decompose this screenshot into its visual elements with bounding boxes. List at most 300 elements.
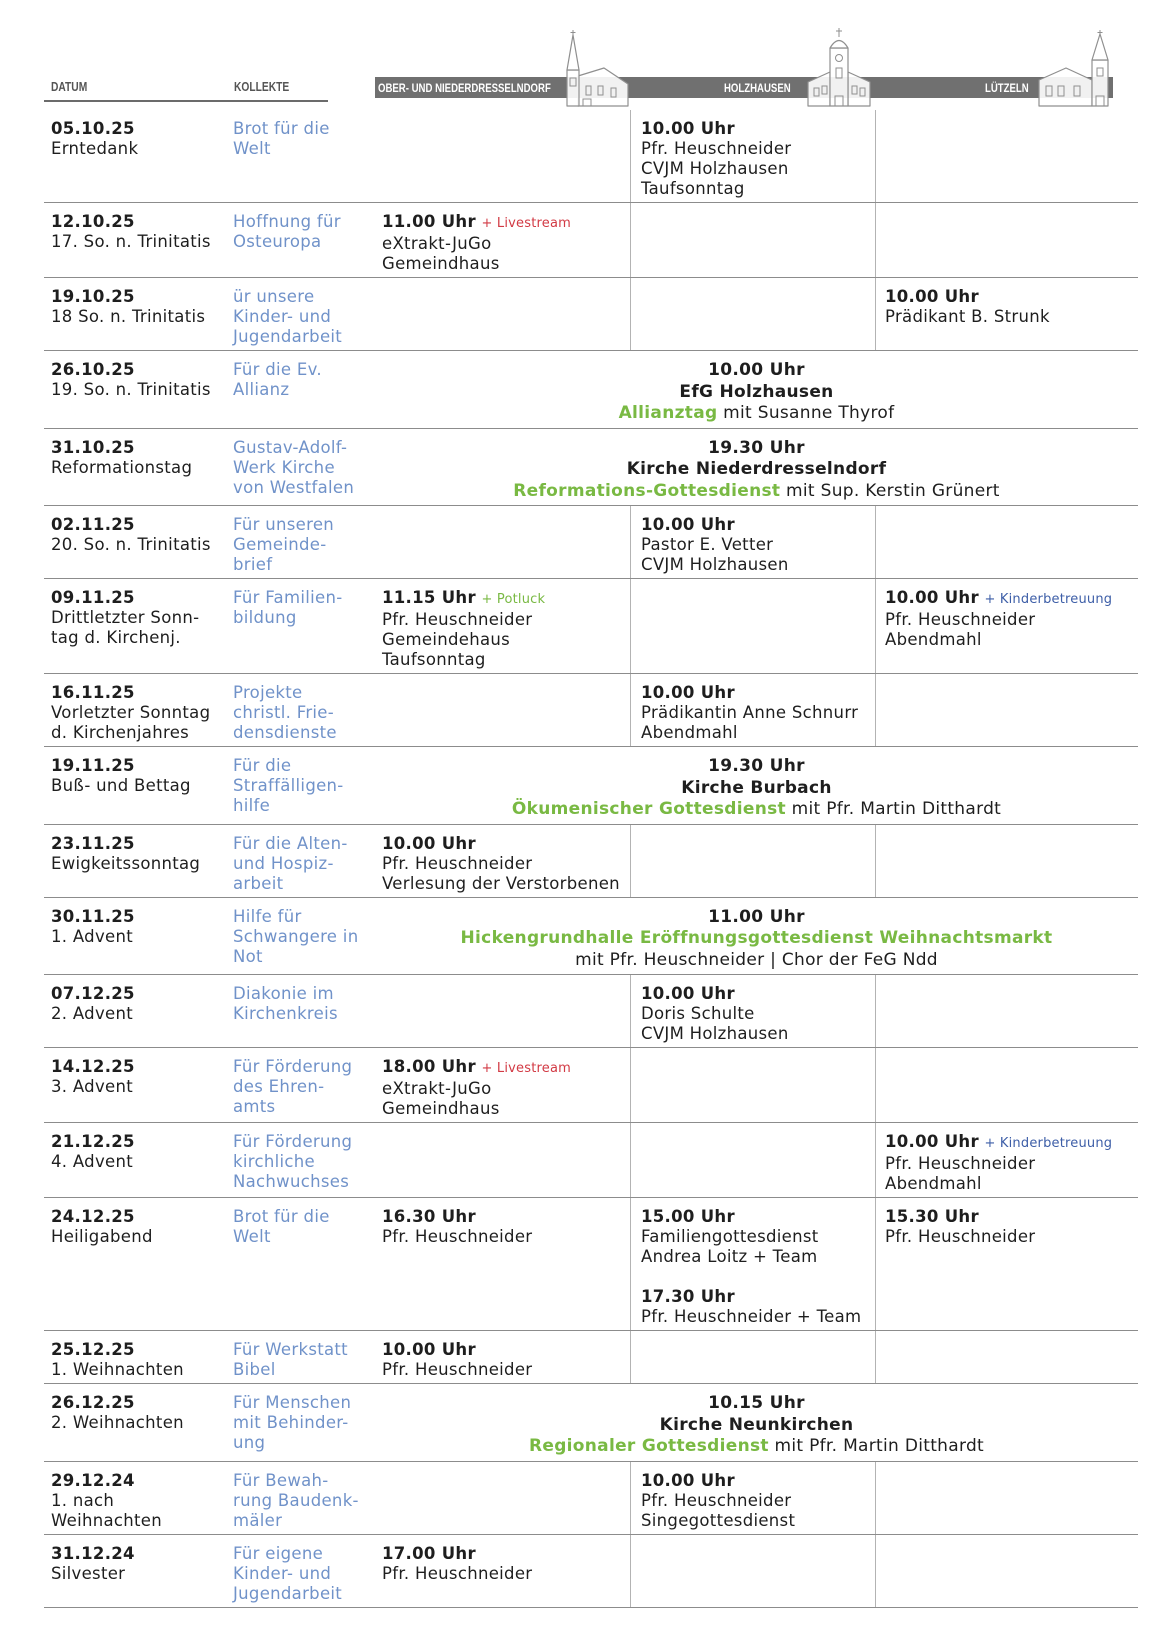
- date-cell: [44, 579, 230, 673]
- service-cell-ober: [375, 1123, 630, 1197]
- service-time: 10.00 Uhr: [382, 1340, 476, 1359]
- collection-cell: [230, 579, 375, 673]
- location-header-bar: [375, 77, 1113, 98]
- joint-service-line: [375, 459, 1138, 481]
- collection-line: Not: [233, 946, 263, 966]
- service-detail: Pfr. Heuschneider: [885, 1227, 1036, 1246]
- service-date: 07.12.25: [51, 984, 135, 1003]
- service-note: + Kinderbetreuung: [984, 1136, 1113, 1151]
- collection-line: Für Förderung: [233, 1057, 353, 1076]
- service-row: [44, 975, 1138, 1048]
- joint-service-cell: [375, 429, 1138, 506]
- service-detail: CVJM Holzhausen: [641, 159, 789, 178]
- service-time: 11.15 Uhr: [382, 588, 476, 607]
- occasion-line: Drittletzter Sonn-: [51, 608, 200, 627]
- date-cell: [44, 278, 230, 350]
- collection-cell: [230, 1048, 375, 1122]
- occasion-line: 17. So. n. Trinitatis: [51, 232, 211, 251]
- collection-line: Nachwuchses: [233, 1172, 350, 1191]
- collection-cell: [230, 1535, 375, 1607]
- joint-service-line: [375, 950, 1138, 972]
- joint-service-time: 10.00 Uhr: [708, 360, 805, 380]
- occasion-line: Buß- und Bettag: [51, 776, 191, 795]
- collection-cell: [230, 898, 375, 975]
- service-detail: Gemeindehaus: [382, 630, 511, 649]
- service-time-line: [641, 1287, 875, 1307]
- service-cell-luetzeln: [875, 579, 1138, 673]
- service-time-line: [641, 1207, 875, 1227]
- service-detail: Singegottesdienst: [641, 1510, 796, 1530]
- service-cell-holzhausen: [630, 825, 875, 897]
- service-cell-luetzeln: [875, 278, 1138, 350]
- service-detail: Pfr. Heuschneider: [641, 139, 792, 158]
- collection-line: Projekte: [233, 683, 303, 702]
- service-detail: eXtrakt-JuGo: [382, 1079, 492, 1098]
- collection-line: Für die Alten-: [233, 833, 348, 853]
- header-underline: [44, 100, 328, 102]
- joint-service-venue: EfG Holzhausen: [679, 381, 834, 402]
- service-detail: Gemeindhaus: [382, 1099, 500, 1118]
- collection-cell: [230, 351, 375, 428]
- service-cell-holzhausen: [630, 110, 875, 202]
- service-block: [641, 984, 875, 1044]
- service-cell-ober: [375, 203, 630, 277]
- service-date: 19.10.25: [51, 287, 135, 306]
- service-date: 19.11.25: [51, 756, 135, 775]
- service-time: 10.00 Uhr: [641, 683, 735, 702]
- joint-service-text: mit Pfr. Martin Ditthardt: [774, 1436, 984, 1456]
- service-row: [44, 110, 1138, 203]
- occasion-line: Ewigkeitssonntag: [51, 853, 201, 873]
- collection-line: Brot für die: [233, 119, 330, 138]
- collection-line: Für Familien-: [233, 588, 343, 607]
- location-header-holzhausen: HOLZHAUSEN: [724, 81, 791, 95]
- church-luetzeln-icon: [1036, 30, 1114, 108]
- service-block: [641, 1207, 875, 1267]
- service-block: [885, 287, 1138, 327]
- occasion-line: 1. Weihnachten: [51, 1360, 184, 1379]
- service-date: 23.11.25: [51, 833, 135, 853]
- service-time: 10.00 Uhr: [885, 287, 979, 306]
- service-detail: Pastor E. Vetter: [641, 535, 774, 554]
- service-row: [44, 1198, 1138, 1331]
- collection-line: des Ehren-: [233, 1077, 325, 1096]
- service-cell-holzhausen: [630, 975, 875, 1047]
- service-time: 15.00 Uhr: [641, 1207, 735, 1226]
- joint-service-time: 10.15 Uhr: [708, 1393, 805, 1413]
- service-detail: Pfr. Heuschneider: [382, 1563, 533, 1583]
- joint-service-text: mit Susanne Thyrof: [723, 403, 895, 423]
- service-detail: Pfr. Heuschneider: [382, 1360, 533, 1379]
- service-block: [382, 834, 630, 894]
- service-row: [44, 674, 1138, 747]
- service-block: [885, 1207, 1138, 1247]
- service-cell-holzhausen: [630, 1123, 875, 1197]
- service-cell-holzhausen: [630, 1331, 875, 1383]
- date-cell: [44, 1123, 230, 1197]
- service-cell-holzhausen: [630, 579, 875, 673]
- collection-cell: [230, 747, 375, 824]
- service-time: 10.00 Uhr: [641, 515, 735, 534]
- date-cell: [44, 825, 230, 897]
- service-block: [382, 1057, 630, 1119]
- service-time: 17.30 Uhr: [641, 1287, 735, 1306]
- joint-service-line: [375, 403, 1138, 425]
- collection-line: Allianz: [233, 380, 290, 399]
- service-date: 05.10.25: [51, 119, 135, 138]
- collection-line: Diakonie im: [233, 984, 334, 1003]
- service-detail: Pfr. Heuschneider: [382, 853, 533, 873]
- service-row: [44, 1462, 1138, 1535]
- service-row: [44, 1048, 1138, 1123]
- joint-service-cell: [375, 1384, 1138, 1461]
- service-cell-ober: [375, 1198, 630, 1330]
- service-cell-ober: [375, 1462, 630, 1534]
- service-cell-luetzeln: [875, 1198, 1138, 1330]
- service-row: [44, 747, 1138, 825]
- service-row: [44, 579, 1138, 674]
- collection-line: Für unseren: [233, 515, 335, 534]
- service-note: + Potluck: [481, 592, 546, 607]
- collection-line: amts: [233, 1097, 276, 1116]
- collection-line: Kirchenkreis: [233, 1004, 338, 1023]
- service-note: + Livestream: [481, 1061, 571, 1076]
- service-row: [44, 506, 1138, 579]
- collection-line: christl. Frie-: [233, 703, 335, 722]
- service-cell-luetzeln: [875, 1535, 1138, 1607]
- service-cell-luetzeln: [875, 975, 1138, 1047]
- location-header-luetzeln: LÜTZELN: [985, 81, 1029, 95]
- collection-line: Welt: [233, 1227, 271, 1246]
- service-time-line: [885, 1207, 1138, 1227]
- date-cell: [44, 351, 230, 428]
- service-time-line: [382, 1057, 630, 1079]
- collection-line: Kinder- und: [233, 307, 332, 326]
- occasion-line: 19. So. n. Trinitatis: [51, 380, 211, 399]
- date-cell: [44, 203, 230, 277]
- service-time-line: [641, 119, 875, 139]
- service-time-line: [382, 1340, 630, 1360]
- service-time: 10.00 Uhr: [885, 1132, 979, 1151]
- collection-line: ür unsere: [233, 287, 315, 306]
- service-date: 29.12.24: [51, 1470, 135, 1490]
- joint-service-line: [375, 928, 1138, 950]
- occasion-line: Erntedank: [51, 139, 139, 158]
- service-row: [44, 898, 1138, 976]
- occasion-line: 2. Weihnachten: [51, 1413, 184, 1432]
- service-detail: eXtrakt-JuGo: [382, 234, 492, 253]
- joint-service-venue: Kirche Burbach: [681, 777, 832, 798]
- occasion-line: 4. Advent: [51, 1152, 134, 1171]
- service-time-line: [382, 1544, 630, 1564]
- service-time-line: [382, 588, 630, 610]
- joint-service-text: mit Pfr. Martin Ditthardt: [791, 799, 1002, 819]
- service-detail: Pfr. Heuschneider: [641, 1490, 792, 1510]
- service-row: [44, 278, 1138, 351]
- joint-service-line: [375, 1436, 1138, 1458]
- date-cell: [44, 747, 230, 824]
- service-cell-holzhausen: [630, 1048, 875, 1122]
- collection-line: arbeit: [233, 873, 284, 893]
- service-cell-ober: [375, 278, 630, 350]
- service-detail: Abendmahl: [885, 630, 982, 649]
- joint-service-title: Ökumenischer Gottesdienst: [511, 799, 786, 819]
- service-date: 12.10.25: [51, 212, 135, 231]
- collection-line: von Westfalen: [233, 477, 355, 497]
- service-time: 10.00 Uhr: [382, 833, 476, 853]
- collection-line: Gemeinde-: [233, 535, 327, 554]
- service-date: 16.11.25: [51, 683, 135, 702]
- joint-service-line: [375, 1415, 1138, 1437]
- joint-service-line: [375, 778, 1138, 800]
- service-note: + Livestream: [481, 216, 571, 231]
- service-time-line: [641, 984, 875, 1004]
- service-date: 26.10.25: [51, 360, 135, 379]
- service-cell-ober: [375, 674, 630, 746]
- collection-cell: [230, 429, 375, 506]
- service-cell-ober: [375, 1331, 630, 1383]
- service-date: 31.10.25: [51, 437, 135, 457]
- joint-service-title: Hickengrundhalle Eröffnungsgottesdienst Weihnachtsmarkt: [460, 928, 1053, 948]
- service-date: 25.12.25: [51, 1340, 135, 1359]
- service-time: 15.30 Uhr: [885, 1207, 979, 1226]
- service-detail: Andrea Loitz + Team: [641, 1247, 818, 1266]
- collection-line: Jugendarbeit: [233, 327, 343, 346]
- occasion-line: Weihnachten: [51, 1510, 163, 1530]
- service-block: [641, 515, 875, 575]
- collection-line: Für Werkstatt: [233, 1340, 348, 1359]
- collection-cell: [230, 1198, 375, 1330]
- service-row: [44, 1123, 1138, 1198]
- service-time: 10.00 Uhr: [641, 1470, 735, 1490]
- collection-line: Brot für die: [233, 1207, 330, 1226]
- service-cell-ober: [375, 975, 630, 1047]
- service-detail: Pfr. Heuschneider + Team: [641, 1307, 862, 1326]
- collection-cell: [230, 1331, 375, 1383]
- church-holzhausen-icon: [804, 28, 874, 108]
- collection-line: brief: [233, 555, 273, 574]
- collection-line: Straffälligen-: [233, 776, 344, 795]
- collection-line: kirchliche: [233, 1152, 315, 1171]
- service-row: [44, 351, 1138, 429]
- service-detail: Verlesung der Verstorbenen: [382, 873, 620, 893]
- service-block: [382, 1544, 630, 1584]
- service-row: [44, 1384, 1138, 1462]
- collection-line: densdienste: [233, 723, 337, 742]
- service-detail: Pfr. Heuschneider: [382, 1227, 533, 1246]
- joint-service-title: Reformations-Gottesdienst: [513, 480, 781, 501]
- collection-line: Gustav-Adolf-: [233, 437, 348, 457]
- service-date: 14.12.25: [51, 1057, 135, 1076]
- collection-line: Schwangere in: [233, 926, 359, 946]
- joint-service-cell: [375, 351, 1138, 428]
- date-cell: [44, 110, 230, 202]
- collection-line: ung: [233, 1433, 266, 1452]
- date-cell: [44, 1331, 230, 1383]
- service-cell-ober: [375, 825, 630, 897]
- service-row: [44, 1535, 1138, 1608]
- service-detail: Doris Schulte: [641, 1004, 755, 1023]
- service-cell-luetzeln: [875, 825, 1138, 897]
- collection-cell: [230, 825, 375, 897]
- collection-line: mäler: [233, 1510, 283, 1530]
- date-cell: [44, 1048, 230, 1122]
- collection-line: Hilfe für: [233, 906, 302, 926]
- service-detail: Abendmahl: [885, 1174, 982, 1193]
- date-cell: [44, 429, 230, 506]
- collection-line: Für Förderung: [233, 1132, 353, 1151]
- service-schedule-table: [44, 110, 1138, 1608]
- occasion-line: 1. nach: [51, 1490, 115, 1510]
- collection-cell: [230, 110, 375, 202]
- service-cell-luetzeln: [875, 1462, 1138, 1534]
- service-time-line: [641, 515, 875, 535]
- service-block: [641, 1471, 875, 1531]
- service-date: 26.12.25: [51, 1393, 135, 1412]
- service-cell-luetzeln: [875, 203, 1138, 277]
- service-cell-ober: [375, 1535, 630, 1607]
- service-block: [885, 588, 1138, 650]
- collection-cell: [230, 1462, 375, 1534]
- service-detail: CVJM Holzhausen: [641, 555, 789, 574]
- collection-line: Osteuropa: [233, 232, 322, 251]
- location-header-ober: OBER- UND NIEDERDRESSELNDORF: [378, 81, 551, 95]
- service-time-line: [382, 212, 630, 234]
- occasion-line: 3. Advent: [51, 1077, 134, 1096]
- service-cell-holzhausen: [630, 1535, 875, 1607]
- date-column-header: DATUM: [51, 80, 88, 94]
- service-detail: Gemeindhaus: [382, 254, 500, 273]
- service-detail: Pfr. Heuschneider: [885, 1154, 1036, 1173]
- collection-line: Werk Kirche: [233, 457, 335, 477]
- service-time-line: [641, 683, 875, 703]
- collection-line: Für die: [233, 756, 292, 775]
- joint-service-cell: [375, 747, 1138, 824]
- service-cell-holzhausen: [630, 278, 875, 350]
- collection-cell: [230, 203, 375, 277]
- joint-service-venue: Kirche Neunkirchen: [659, 1414, 854, 1435]
- collection-line: Jugendarbeit: [233, 1583, 343, 1603]
- collection-line: rung Baudenk-: [233, 1490, 359, 1510]
- service-time: 10.00 Uhr: [641, 119, 735, 138]
- joint-service-time: 11.00 Uhr: [708, 906, 805, 927]
- service-detail: Pfr. Heuschneider: [885, 610, 1036, 629]
- service-date: 31.12.24: [51, 1543, 135, 1563]
- collection-cell: [230, 1123, 375, 1197]
- collection-cell: [230, 506, 375, 578]
- collection-cell: [230, 278, 375, 350]
- collection-column-header: KOLLEKTE: [234, 80, 290, 94]
- date-cell: [44, 898, 230, 975]
- service-time-line: [885, 287, 1138, 307]
- collection-line: Bibel: [233, 1360, 276, 1379]
- occasion-line: Reformationstag: [51, 457, 193, 477]
- service-cell-luetzeln: [875, 1331, 1138, 1383]
- collection-line: mit Behinder-: [233, 1413, 349, 1432]
- church-oberdresselndorf-icon: [558, 30, 630, 108]
- service-cell-ober: [375, 506, 630, 578]
- service-cell-holzhausen: [630, 1198, 875, 1330]
- service-note: + Kinderbetreuung: [984, 592, 1113, 607]
- service-cell-luetzeln: [875, 674, 1138, 746]
- occasion-line: 1. Advent: [51, 926, 134, 946]
- service-block: [382, 1207, 630, 1247]
- service-time-line: [641, 1471, 875, 1491]
- service-cell-ober: [375, 1048, 630, 1122]
- service-detail: Abendmahl: [641, 723, 738, 742]
- service-row: [44, 203, 1138, 278]
- service-block: [641, 119, 875, 199]
- service-cell-holzhausen: [630, 1462, 875, 1534]
- collection-line: hilfe: [233, 796, 271, 815]
- service-time-line: [885, 1132, 1138, 1154]
- service-block: [885, 1132, 1138, 1194]
- service-date: 21.12.25: [51, 1132, 135, 1151]
- collection-cell: [230, 975, 375, 1047]
- service-cell-holzhausen: [630, 674, 875, 746]
- service-cell-luetzeln: [875, 506, 1138, 578]
- service-row: [44, 429, 1138, 507]
- joint-service-line: [375, 382, 1138, 404]
- occasion-line: Vorletzter Sonntag: [51, 703, 211, 722]
- service-time-line: [382, 834, 630, 854]
- joint-service-time: 19.30 Uhr: [708, 437, 805, 458]
- service-cell-ober: [375, 110, 630, 202]
- joint-service-text: mit Pfr. Heuschneider | Chor der FeG Ndd: [575, 949, 938, 970]
- collection-line: bildung: [233, 608, 297, 627]
- service-block: [382, 212, 630, 274]
- occasion-line: 18 So. n. Trinitatis: [51, 307, 206, 326]
- service-cell-luetzeln: [875, 1123, 1138, 1197]
- service-time: 11.00 Uhr: [382, 212, 476, 231]
- joint-service-cell: [375, 898, 1138, 975]
- service-date: 24.12.25: [51, 1207, 135, 1226]
- date-cell: [44, 975, 230, 1047]
- collection-cell: [230, 674, 375, 746]
- service-time-line: [885, 588, 1138, 610]
- occasion-line: Heiligabend: [51, 1227, 153, 1246]
- service-detail: Taufsonntag: [641, 179, 745, 198]
- service-cell-holzhausen: [630, 203, 875, 277]
- service-block: [382, 588, 630, 670]
- collection-line: Kinder- und: [233, 1563, 332, 1583]
- service-cell-luetzeln: [875, 1048, 1138, 1122]
- joint-service-venue: Kirche Niederdresselndorf: [626, 459, 887, 479]
- service-time: 10.00 Uhr: [885, 588, 979, 607]
- service-detail: Prädikant B. Strunk: [885, 307, 1050, 326]
- service-date: 30.11.25: [51, 906, 135, 926]
- service-detail: CVJM Holzhausen: [641, 1024, 789, 1043]
- service-date: 02.11.25: [51, 515, 135, 534]
- service-row: [44, 825, 1138, 898]
- service-cell-ober: [375, 579, 630, 673]
- service-block: [641, 1287, 875, 1327]
- joint-service-time: 19.30 Uhr: [708, 756, 805, 776]
- service-time-line: [382, 1207, 630, 1227]
- joint-service-text: mit Sup. Kerstin Grünert: [786, 480, 1000, 501]
- service-block: [382, 1340, 630, 1380]
- service-time: 16.30 Uhr: [382, 1207, 476, 1226]
- occasion-line: Silvester: [51, 1563, 126, 1583]
- date-cell: [44, 1198, 230, 1330]
- date-cell: [44, 1535, 230, 1607]
- collection-line: Für Bewah-: [233, 1470, 329, 1490]
- service-cell-luetzeln: [875, 110, 1138, 202]
- collection-line: Welt: [233, 139, 271, 158]
- collection-cell: [230, 1384, 375, 1461]
- joint-service-line: [375, 799, 1138, 821]
- service-block: [641, 683, 875, 743]
